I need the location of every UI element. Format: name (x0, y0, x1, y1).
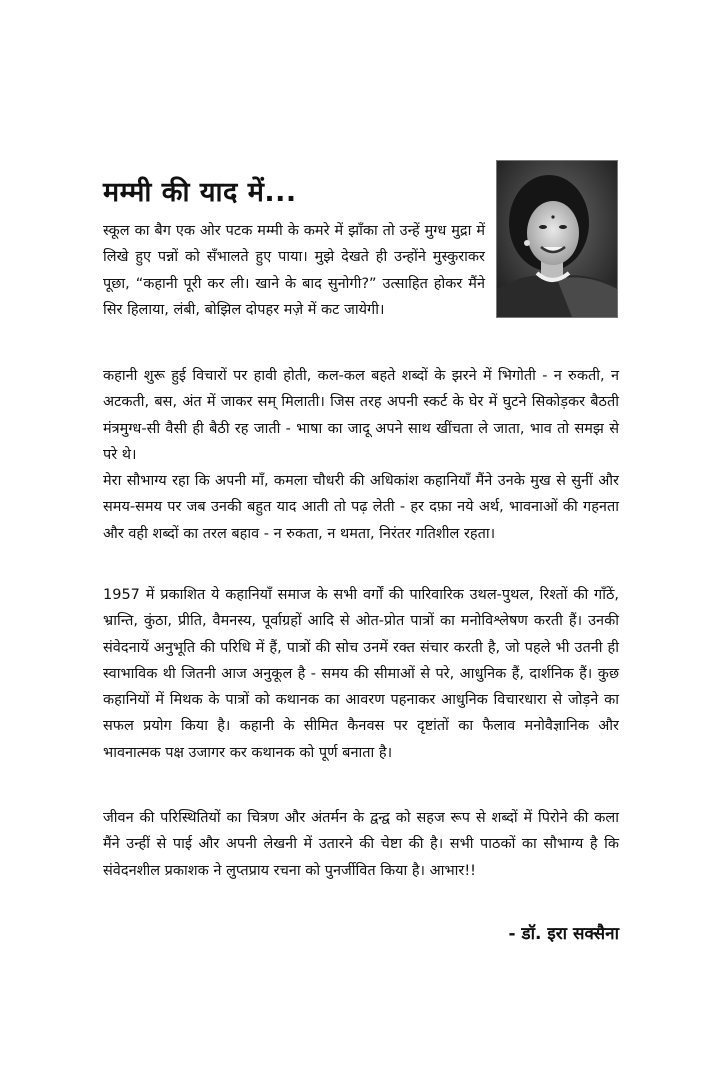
author-signature: - डॉ. इरा सक्सैना (508, 924, 619, 944)
portrait-photo-icon (497, 161, 617, 317)
paragraph-4: 1957 में प्रकाशित ये कहानियाँ समाज के सभी वर्गों की पारिवारिक उथल-पुथल, रिश्तों की गाँठें, भ्रान्ति, कुंठा, प्रीति, वैमनस्य, पूर्वाग्रहों आदि से ओत-प्रोत पात्रों का मनोविश्लेषण करती हैं। उनकी संवेदनायें अनुभूति की परिधि में हैं, पात्रों की सोच उनमें रक्त संचार करती है, जो पहले भी उतनी ही स्वाभाविक थी जितनी आज अनुकूल है - समय की सीमाओं से परे, आधुनिक हैं, दार्शनिक हैं। कुछ कहानियों में मिथक के पात्रों को कथानक का आवरण पहनाकर आधुनिक विचारधारा से जोड़ने का सफल प्रयोग किया है। कहानी के सीमित कैनवस पर दृष्टांतों का फैलाव मनोवैज्ञानिक और भावनात्मक पक्ष उजागर कर कथानक को पूर्ण बनाता है। (103, 587, 619, 761)
paragraph-1: स्कूल का बैग एक ओर पटक मम्मी के कमरे में झाँका तो उन्हें मुग्ध मुद्रा में लिखे हुए पन्नों को सँभालते हुए पाया। मुझे देखते ही उन्होंने मुस्कुराकर पूछा, “कहानी पूरी कर ली। खाने के बाद सुनोगी?” उत्साहित होकर मैंने सिर हिलाया, लंबी, बोझिल दोपहर मज़े में कट जायेगी। (103, 223, 485, 318)
page-title: मम्मी की याद में... (103, 177, 297, 208)
paragraph-2: कहानी शुरू हुई विचारों पर हावी होती, कल-कल बहते शब्दों के झरने में भिगोती - न रुकती, न अटकती, बस, अंत में जाकर सम् मिलाती। जिस तरह अपनी स्कर्ट के घेर में घुटने सिकोड़कर बैठती मंत्रमुग्ध-सी वैसी ही बैठी रह जाती - भाषा का जादू अपने साथ खींचता ले जाता, भाव तो समझ से परे थे। (103, 368, 619, 463)
author-portrait (496, 160, 618, 318)
paragraph-5: जीवन की परिस्थितियों का चित्रण और अंतर्मन के द्वन्द्व को सहज रूप से शब्दों में पिरोने की कला मैंने उन्हीं से पाई और अपनी लेखनी में उतारने की चेष्टा की है। सभी पाठकों का सौभाग्य है कि संवेदनशील प्रकाशक ने लुप्तप्राय रचना को पुनर्जीवित किया है। आभार!! (103, 810, 619, 879)
paragraph-3: मेरा सौभाग्य रहा कि अपनी माँ, कमला चौधरी की अधिकांश कहानियाँ मैंने उनके मुख से सुनीं और समय-समय पर जब उनकी बहुत याद आती तो पढ़ लेती - हर दफ़ा नये अर्थ, भावनाओं की गहनता और वही शब्दों का तरल बहाव - न रुकता, न थमता, निरंतर गतिशील रहता। (103, 473, 619, 542)
